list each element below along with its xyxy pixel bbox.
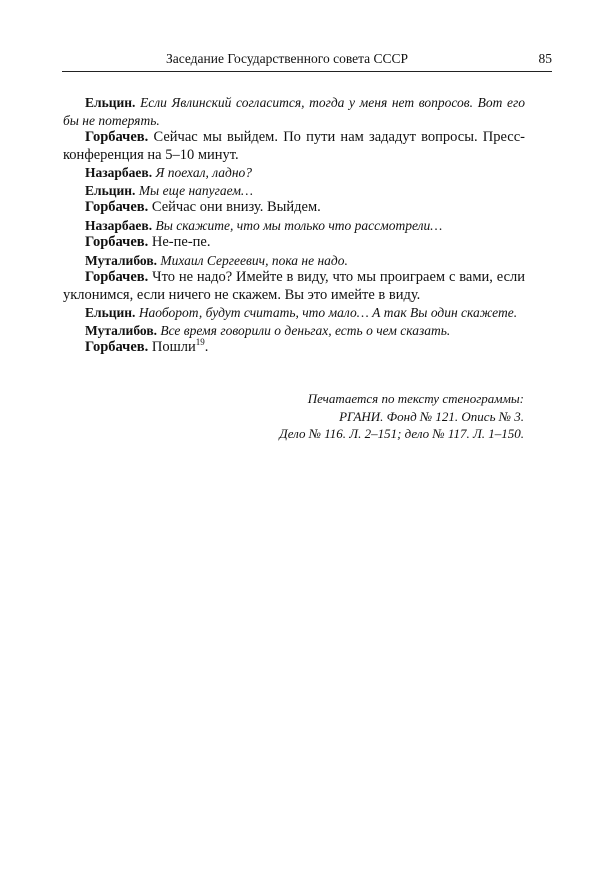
dialogue-line	[63, 94, 525, 129]
running-header	[62, 51, 552, 72]
speaker-name: Горбачев.	[85, 269, 149, 285]
speech-text: Вы скажите, что мы только что рассмотрели…	[155, 217, 443, 233]
speech-text: Я поехал, ладно?	[155, 165, 253, 180]
dialogue-text	[63, 94, 525, 357]
dialogue-line	[63, 217, 525, 235]
dialogue-line	[63, 304, 525, 322]
speaker-name: Назарбаев.	[85, 165, 153, 180]
page-number: 85	[538, 51, 552, 66]
speech-text: Сейчас мы выйдем. По пути нам зададут вопросы. Пресс-конференция на 5–10 минут.	[63, 129, 526, 163]
speech-text: Все время говорили о деньгах, есть о чем сказать.	[160, 322, 451, 338]
footnote-marker: 19	[195, 337, 205, 348]
dialogue-line	[63, 339, 525, 357]
source-line: Дело № 116. Л. 2–151; дело № 117. Л. 1–150.	[279, 426, 524, 441]
dialogue-line	[63, 234, 525, 252]
speech-text: Что не надо? Имейте в виду, что мы проиграем с вами, если уклонимся, если ничего не скажем. Вы это имейте в виду.	[63, 269, 526, 303]
source-note	[194, 390, 524, 443]
source-line: РГАНИ. Фонд № 121. Опись № 3.	[339, 408, 524, 424]
dialogue-line	[63, 164, 525, 182]
dialogue-line	[63, 322, 525, 340]
dialogue-line	[63, 182, 525, 200]
speech-text: Сейчас они внизу. Выйдем.	[151, 199, 321, 215]
speaker-name: Горбачев.	[85, 234, 149, 250]
speech-text: Не-пе-пе.	[151, 234, 211, 250]
speech-text: Михаил Сергеевич, пока не надо.	[160, 252, 348, 268]
speech-text: Если Явлинский согласится, тогда у меня нет вопросов. Вот его бы не потерять.	[63, 95, 526, 128]
speaker-name: Горбачев.	[85, 199, 149, 215]
dialogue-line	[63, 252, 525, 270]
speech-text-end: .	[204, 339, 209, 355]
speaker-name: Ельцин.	[85, 305, 136, 320]
speaker-name: Ельцин.	[85, 182, 136, 198]
speaker-name: Ельцин.	[85, 95, 136, 110]
source-line: Печатается по тексту стенограммы:	[307, 391, 524, 406]
speech-text: Мы еще напугаем…	[138, 182, 253, 198]
dialogue-line	[63, 269, 525, 304]
speaker-name: Муталибов.	[85, 252, 157, 268]
speaker-name: Горбачев.	[85, 129, 149, 145]
speech-text: Наоборот, будут считать, что мало… А так Вы один скажете.	[138, 305, 518, 320]
dialogue-line	[63, 199, 525, 217]
speaker-name: Назарбаев.	[85, 217, 153, 233]
speaker-name: Муталибов.	[85, 322, 157, 338]
speech-text: Пошли	[151, 339, 196, 355]
running-title: Заседание Государственного совета СССР	[165, 51, 409, 66]
speaker-name: Горбачев.	[85, 339, 149, 355]
dialogue-line	[63, 129, 525, 164]
